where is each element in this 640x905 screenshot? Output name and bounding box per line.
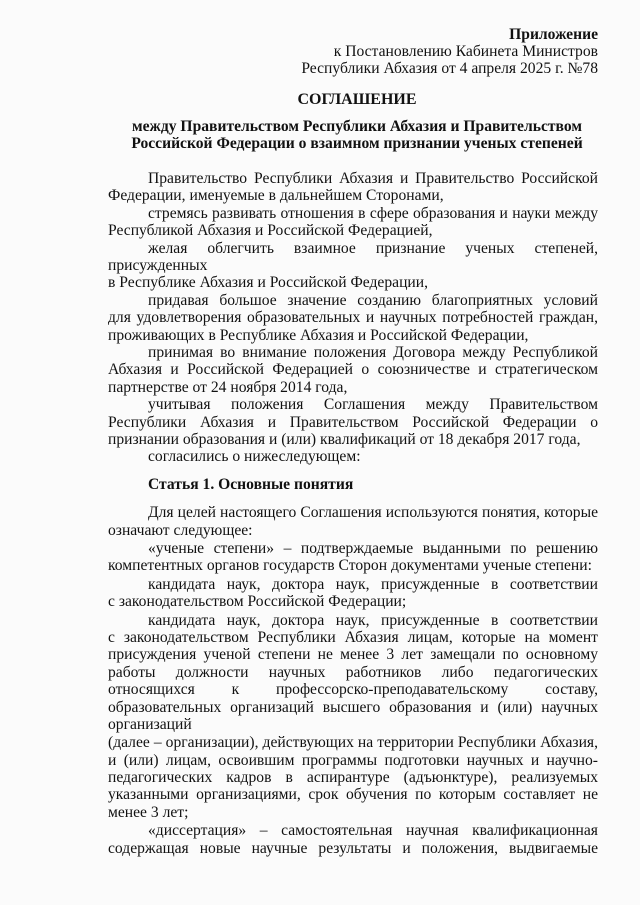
appendix-reference-line1: к Постановлению Кабинета Министров [333,43,598,60]
preamble [108,170,598,466]
text-line: с законодательством Российской Федерации; [108,593,407,611]
text-line: принимая во внимание положения Договора между Республикой [148,343,598,361]
text-line: стремясь развивать отношения в сфере образования и науки между [148,204,598,222]
text-line: Правительство Республики Абхазия и Правительство Российской [148,170,598,187]
paragraph [108,576,598,611]
text-line: работы должности научных работников либо педагогических [108,663,598,681]
document-subtitle [0,118,640,152]
appendix-label: Приложение [509,26,598,43]
text-line: относящихся к профессорско-преподавательскому составу, [108,681,598,699]
text-line: с законодательством Республики Абхазия лицам, которые на момент [108,628,598,646]
text-line: означают следующее: [108,521,253,539]
text-line: учитывая положения Соглашения между Правительством [148,396,598,414]
text-line: содержащая новые научные результаты и положения, выдвигаемые [108,839,598,857]
text-line: компетентных органов государств Сторон документами ученые степени: [108,557,592,575]
text-line: присужденных [108,256,208,274]
text-line: менее 3 лет; [108,803,189,821]
paragraph [108,170,598,205]
text-line: организаций [108,715,192,733]
text-line: кандидата наук, доктора наук, присужденные в соответствии [148,575,598,593]
text-line: указанными организациями, срок обучения по которым составляет не [108,786,598,804]
text-line: партнерстве от 24 ноября 2014 года, [108,378,348,396]
text-line: Абхазия и Российской Федерацией о союзничестве и стратегическом [108,361,598,379]
paragraph [108,448,598,465]
text-line: желая облегчить взаимное признание ученых степеней, [148,239,598,257]
paragraph [108,612,598,734]
text-line: Республики Абхазия и Правительством Российской Федерации о [108,413,598,431]
appendix-reference-line2: Республики Абхазия от 4 апреля 2025 г. №78 [301,60,598,77]
text-line: образовательных организаций высшего образования и (или) научных [108,698,598,716]
paragraph [108,274,598,291]
subtitle-line: между Правительством Республики Абхазия и Правительством [132,118,582,135]
text-line: «ученые степени» – подтверждаемые выданными по решению [148,539,598,557]
document-body [108,170,598,857]
text-line: в Республике Абхазия и Российской Федерации, [108,274,429,292]
document-title: СОГЛАШЕНИЕ [297,91,417,108]
paragraph [108,240,598,275]
text-line: «диссертация» – самостоятельная научная квалификационная [148,822,598,840]
text-line: Для целей настоящего Соглашения используются понятия, которые [148,504,598,522]
subtitle-line: Российской Федерации о взаимном признании ученых степеней [131,135,583,152]
article-heading: Статья 1. Основные понятия [148,475,354,493]
paragraph [108,822,598,857]
text-line: придавая большое значение созданию благоприятных условий [148,291,598,309]
paragraph [108,396,598,448]
article-1-text [108,504,598,857]
text-line: Федерации, именуемые в дальнейшем Сторонами, [108,187,444,205]
text-line: Республикой Абхазия и Российской Федерацией, [108,222,433,240]
paragraph [108,504,598,539]
paragraph [108,540,598,575]
text-line: кандидата наук, доктора наук, присужденные в соответствии [148,611,598,629]
text-line: (далее – организации), действующих на территории Республики Абхазия, [108,734,598,752]
text-line: и (или) лицам, освоившим программы подготовки научных и научно- [108,751,598,769]
text-line: для удовлетворения образовательных и научных потребностей граждан, [108,309,598,327]
text-line: согласились о нижеследующем: [148,448,361,466]
text-line: педагогических кадров в аспирантуре (адъюнктуре), реализуемых [108,769,598,787]
text-line: проживающих в Республике Абхазия и Российской Федерации, [108,326,529,344]
text-line: присуждения ученой степени не менее 3 лет замещали по основному [108,646,598,664]
paragraph [108,344,598,396]
paragraph [108,205,598,240]
paragraph [108,292,598,344]
paragraph [108,734,598,821]
text-line: признании образования и (или) квалификаций от 18 декабря 2017 года, [108,430,581,448]
